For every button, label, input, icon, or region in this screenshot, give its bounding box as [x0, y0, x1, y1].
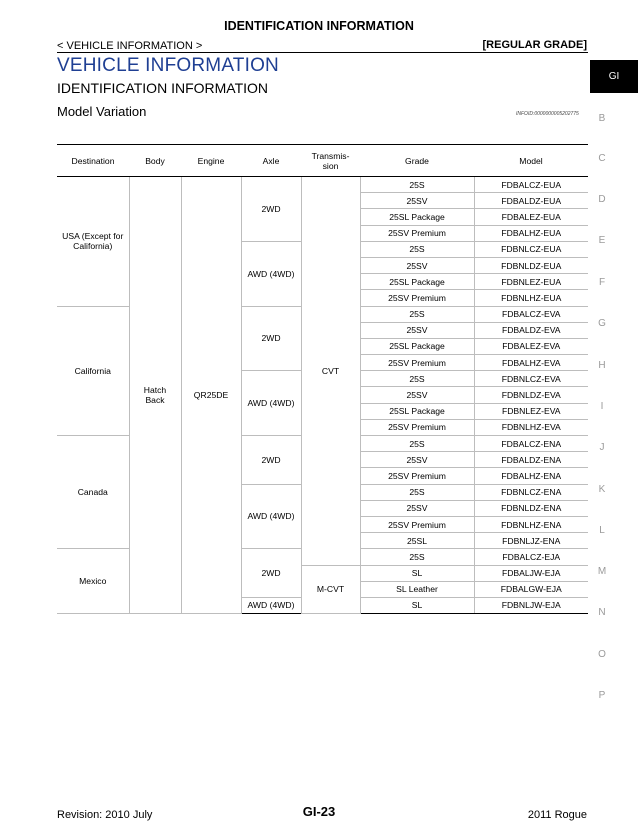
grade-cell: 25SL	[360, 533, 474, 549]
grade-cell: 25SV Premium	[360, 516, 474, 532]
model-cell: FDBALCZ-EUA	[474, 177, 588, 193]
grade-cell: 25SV	[360, 257, 474, 273]
footer-model-year: 2011 Rogue	[527, 809, 587, 821]
grade-cell: 25S	[360, 436, 474, 452]
page-header-title: IDENTIFICATION INFORMATION	[224, 19, 414, 33]
transmission-cell: CVT	[301, 177, 360, 566]
model-cell: FDBALHZ-EUA	[474, 225, 588, 241]
side-index-letter[interactable]: H	[598, 360, 606, 371]
axle-cell: AWD (4WD)	[241, 241, 301, 306]
grade-cell: 25S	[360, 177, 474, 193]
column-header: Body	[129, 145, 181, 177]
side-index-letter[interactable]: M	[597, 566, 607, 577]
model-cell: FDBALHZ-EVA	[474, 355, 588, 371]
info-id-code: INFOID:0000000005202775	[516, 111, 579, 117]
grade-cell: 25S	[360, 371, 474, 387]
side-index-letter[interactable]: D	[598, 194, 606, 205]
model-cell: FDBNLCZ-EVA	[474, 371, 588, 387]
grade-cell: 25SV Premium	[360, 468, 474, 484]
body-cell: Hatch Back	[129, 177, 181, 614]
grade-cell: SL Leather	[360, 581, 474, 597]
sub-heading: IDENTIFICATION INFORMATION	[57, 80, 269, 96]
grade-cell: 25SV	[360, 452, 474, 468]
section-title: Model Variation	[57, 104, 147, 119]
model-cell: FDBALDZ-ENA	[474, 452, 588, 468]
model-cell: FDBNLDZ-EVA	[474, 387, 588, 403]
destination-cell: California	[57, 306, 129, 436]
side-index-letter[interactable]: L	[599, 525, 605, 536]
grade-cell: 25SL Package	[360, 403, 474, 419]
model-cell: FDBALDZ-EUA	[474, 193, 588, 209]
axle-cell: 2WD	[241, 177, 301, 242]
axle-cell: AWD (4WD)	[241, 597, 301, 613]
model-cell: FDBNLHZ-EUA	[474, 290, 588, 306]
main-heading: VEHICLE INFORMATION	[57, 55, 279, 76]
grade-cell: 25SV Premium	[360, 355, 474, 371]
destination-cell: Mexico	[57, 549, 129, 614]
side-index-letter[interactable]: N	[598, 607, 606, 618]
header-divider	[57, 52, 588, 53]
grade-cell: 25S	[360, 549, 474, 565]
side-index-letter[interactable]: P	[598, 690, 606, 701]
destination-cell: USA (Except for California)	[57, 177, 129, 307]
model-cell: FDBALCZ-EJA	[474, 549, 588, 565]
side-index-tab-active[interactable]	[590, 60, 638, 93]
grade-cell: 25SV Premium	[360, 290, 474, 306]
grade-cell: 25SV	[360, 500, 474, 516]
side-index-letter[interactable]: K	[598, 484, 606, 495]
side-index-letter[interactable]: I	[600, 401, 604, 412]
grade-cell: 25SV	[360, 387, 474, 403]
footer-revision: Revision: 2010 July	[57, 809, 153, 821]
model-cell: FDBALGW-EJA	[474, 581, 588, 597]
destination-cell: Canada	[57, 436, 129, 549]
side-index-active-label: GI	[608, 71, 620, 82]
model-cell: FDBNLCZ-ENA	[474, 484, 588, 500]
side-index-letter[interactable]: J	[599, 442, 605, 453]
grade-cell: 25SV	[360, 322, 474, 338]
model-cell: FDBNLHZ-EVA	[474, 419, 588, 435]
grade-cell: SL	[360, 565, 474, 581]
table-row	[57, 177, 588, 193]
side-index-letter[interactable]: C	[598, 153, 606, 164]
model-cell: FDBALDZ-EVA	[474, 322, 588, 338]
axle-cell: AWD (4WD)	[241, 371, 301, 436]
model-cell: FDBNLHZ-ENA	[474, 516, 588, 532]
model-cell: FDBNLEZ-EUA	[474, 274, 588, 290]
column-header: Grade	[360, 145, 474, 177]
column-header: Destination	[57, 145, 129, 177]
grade-cell: 25SV Premium	[360, 225, 474, 241]
grade-cell: 25SV Premium	[360, 419, 474, 435]
side-index-letter[interactable]: G	[598, 318, 606, 329]
page-number: GI-23	[302, 804, 336, 819]
engine-cell: QR25DE	[181, 177, 241, 614]
model-cell: FDBNLJW-EJA	[474, 597, 588, 613]
model-cell: FDBALCZ-ENA	[474, 436, 588, 452]
column-header: Model	[474, 145, 588, 177]
side-index-letter[interactable]: O	[598, 649, 606, 660]
model-cell: FDBALEZ-EVA	[474, 338, 588, 354]
model-cell: FDBALJW-EJA	[474, 565, 588, 581]
model-cell: FDBNLCZ-EUA	[474, 241, 588, 257]
grade-cell: 25S	[360, 306, 474, 322]
model-variation-table	[57, 144, 588, 614]
axle-cell: AWD (4WD)	[241, 484, 301, 549]
grade-cell: 25SL Package	[360, 338, 474, 354]
grade-cell: SL	[360, 597, 474, 613]
side-index-letter[interactable]: B	[598, 113, 606, 124]
axle-cell: 2WD	[241, 436, 301, 485]
column-header: Axle	[241, 145, 301, 177]
model-cell: FDBALHZ-ENA	[474, 468, 588, 484]
grade-cell: 25S	[360, 484, 474, 500]
grade-cell: 25S	[360, 241, 474, 257]
model-cell: FDBNLEZ-EVA	[474, 403, 588, 419]
transmission-cell: M-CVT	[301, 565, 360, 614]
side-index-letter[interactable]: E	[598, 235, 606, 246]
model-cell: FDBNLDZ-EUA	[474, 257, 588, 273]
grade-cell: 25SL Package	[360, 209, 474, 225]
axle-cell: 2WD	[241, 549, 301, 598]
model-cell: FDBALEZ-EUA	[474, 209, 588, 225]
grade-cell: 25SV	[360, 193, 474, 209]
table-header-row	[57, 145, 588, 177]
model-cell: FDBALCZ-EVA	[474, 306, 588, 322]
model-cell: FDBNLJZ-ENA	[474, 533, 588, 549]
column-header: Engine	[181, 145, 241, 177]
grade-cell: 25SL Package	[360, 274, 474, 290]
breadcrumb: < VEHICLE INFORMATION >	[57, 40, 203, 52]
column-header: Transmis- sion	[301, 145, 360, 177]
grade-tag: [REGULAR GRADE]	[482, 39, 587, 51]
model-cell: FDBNLDZ-ENA	[474, 500, 588, 516]
axle-cell: 2WD	[241, 306, 301, 371]
side-index-letter[interactable]: F	[598, 277, 606, 288]
